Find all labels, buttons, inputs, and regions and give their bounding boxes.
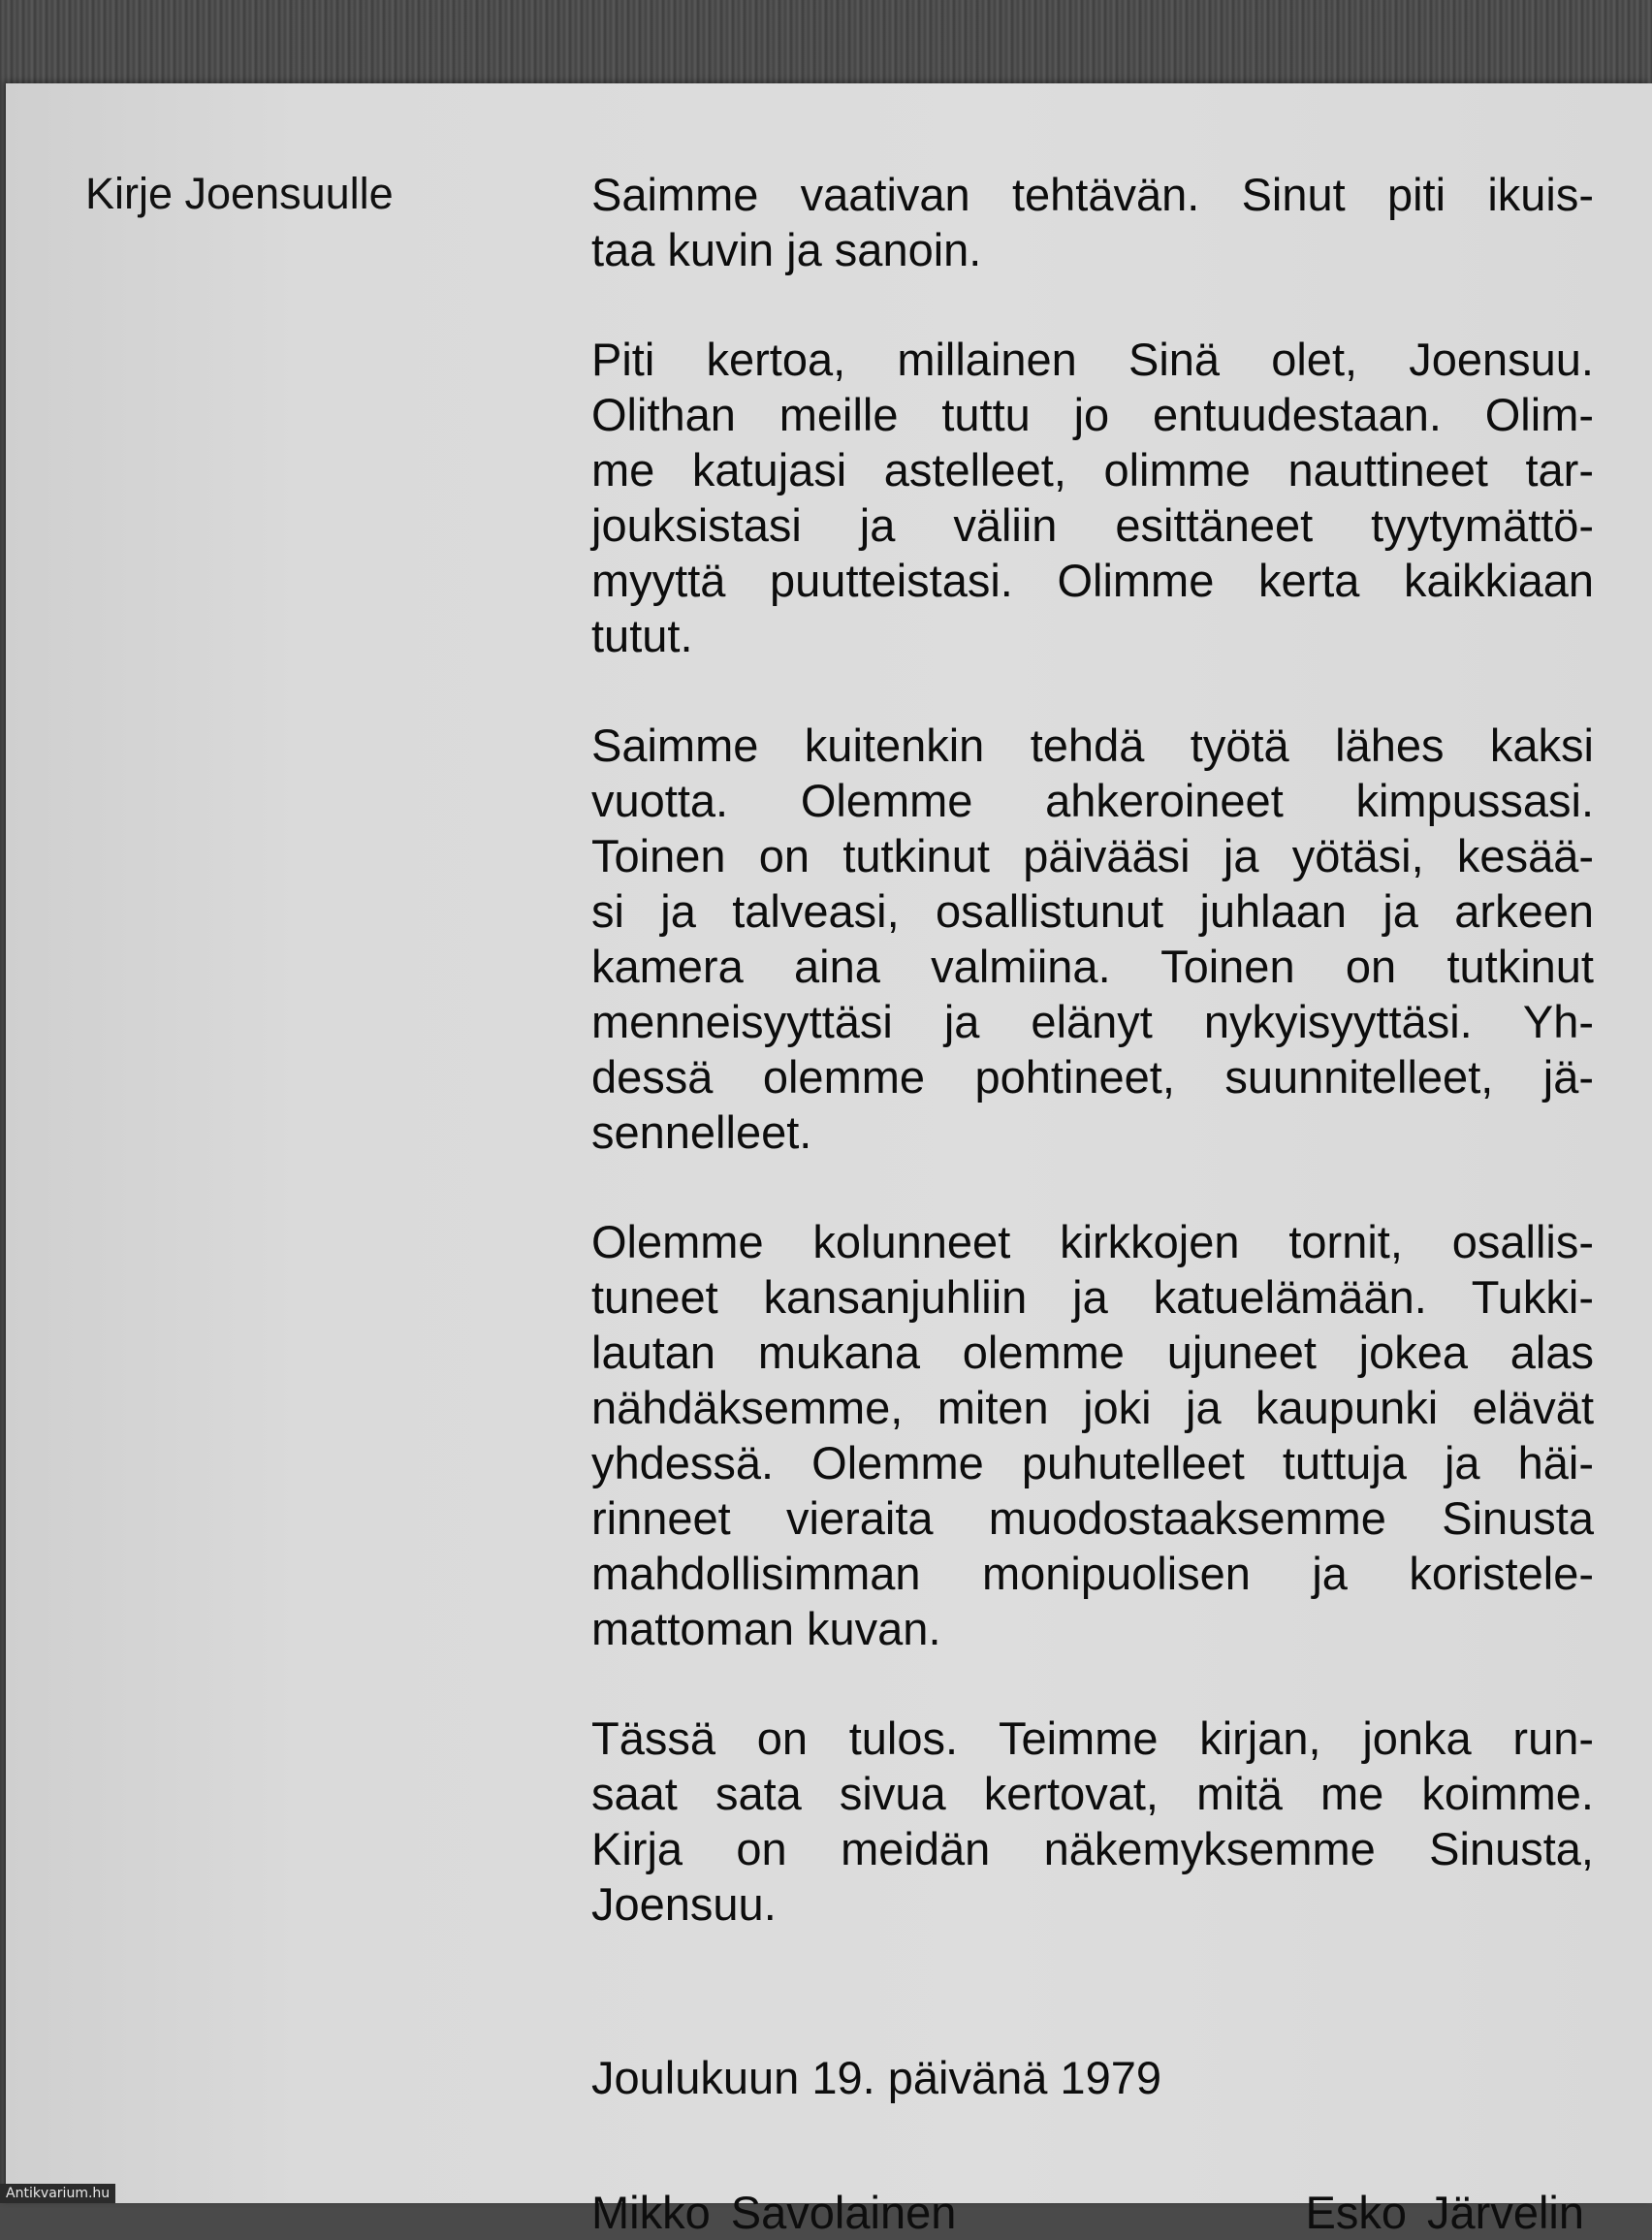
text-line: lautan mukana olemme ujuneet jokea alas <box>591 1327 1594 1378</box>
text-line: si ja talveasi, osallistunut juhlaan ja arkeen <box>591 885 1594 937</box>
signature-right: Esko Järvelin <box>1305 2187 1584 2238</box>
text-line: tuneet kansanjuhliin ja katuelämään. Tukki- <box>591 1271 1594 1323</box>
book-page <box>6 83 1652 2238</box>
watermark: Antikvarium.hu <box>0 2184 115 2203</box>
text-line: Tässä on tulos. Teimme kirjan, jonka run- <box>591 1712 1594 1764</box>
text-line: yhdessä. Olemme puhutelleet tuttuja ja häi- <box>591 1437 1594 1488</box>
text-line: vuotta. Olemme ahkeroineet kimpussasi. <box>591 775 1594 826</box>
text-line: saat sata sivua kertovat, mitä me koimme. <box>591 1768 1594 1819</box>
letter-body <box>591 167 1594 1986</box>
text-line: dessä olemme pohtineet, suunnitelleet, jä- <box>591 1051 1594 1103</box>
text-line: tutut. <box>591 610 693 661</box>
text-line: Joensuu. <box>591 1878 777 1930</box>
text-line: Kirja on meidän näkemyksemme Sinusta, <box>591 1823 1594 1874</box>
text-line: mattoman kuvan. <box>591 1603 941 1654</box>
text-line: mahdollisimman monipuolisen ja koristele- <box>591 1548 1594 1599</box>
paragraph <box>591 718 1594 1160</box>
text-line: Toinen on tutkinut päivääsi ja yötäsi, kesää- <box>591 830 1594 881</box>
text-line: menneisyyttäsi ja elänyt nykyisyyttäsi. Yh- <box>591 996 1594 1047</box>
signature-left: Mikko Savolainen <box>591 2187 957 2238</box>
text-line: kamera aina valmiina. Toinen on tutkinut <box>591 941 1594 992</box>
page-title: Kirje Joensuulle <box>85 169 394 218</box>
paragraph <box>591 1711 1594 1932</box>
text-line: taa kuvin ja sanoin. <box>591 224 982 275</box>
paragraph <box>591 1214 1594 1656</box>
text-line: rinneet vieraita muodostaaksemme Sinusta <box>591 1492 1594 1544</box>
text-line: Olithan meille tuttu jo entuudestaan. Olim- <box>591 389 1594 440</box>
letter-date: Joulukuun 19. päivänä 1979 <box>591 2052 1161 2103</box>
text-line: jouksistasi ja väliin esittäneet tyytymättö- <box>591 499 1594 551</box>
paragraph <box>591 332 1594 663</box>
text-line: Olemme kolunneet kirkkojen tornit, osallis- <box>591 1216 1594 1267</box>
text-line: Saimme kuitenkin tehdä työtä lähes kaksi <box>591 720 1594 771</box>
text-line: sennelleet. <box>591 1106 812 1158</box>
text-line: Saimme vaativan tehtävän. Sinut piti ikuis- <box>591 169 1594 220</box>
text-line: Piti kertoa, millainen Sinä olet, Joensuu. <box>591 334 1594 385</box>
text-line: myyttä puutteistasi. Olimme kerta kaikkiaan <box>591 555 1594 606</box>
paragraph <box>591 167 1594 277</box>
text-line: nähdäksemme, miten joki ja kaupunki elävät <box>591 1382 1594 1433</box>
text-line: me katujasi astelleet, olimme nauttineet tar- <box>591 444 1594 496</box>
